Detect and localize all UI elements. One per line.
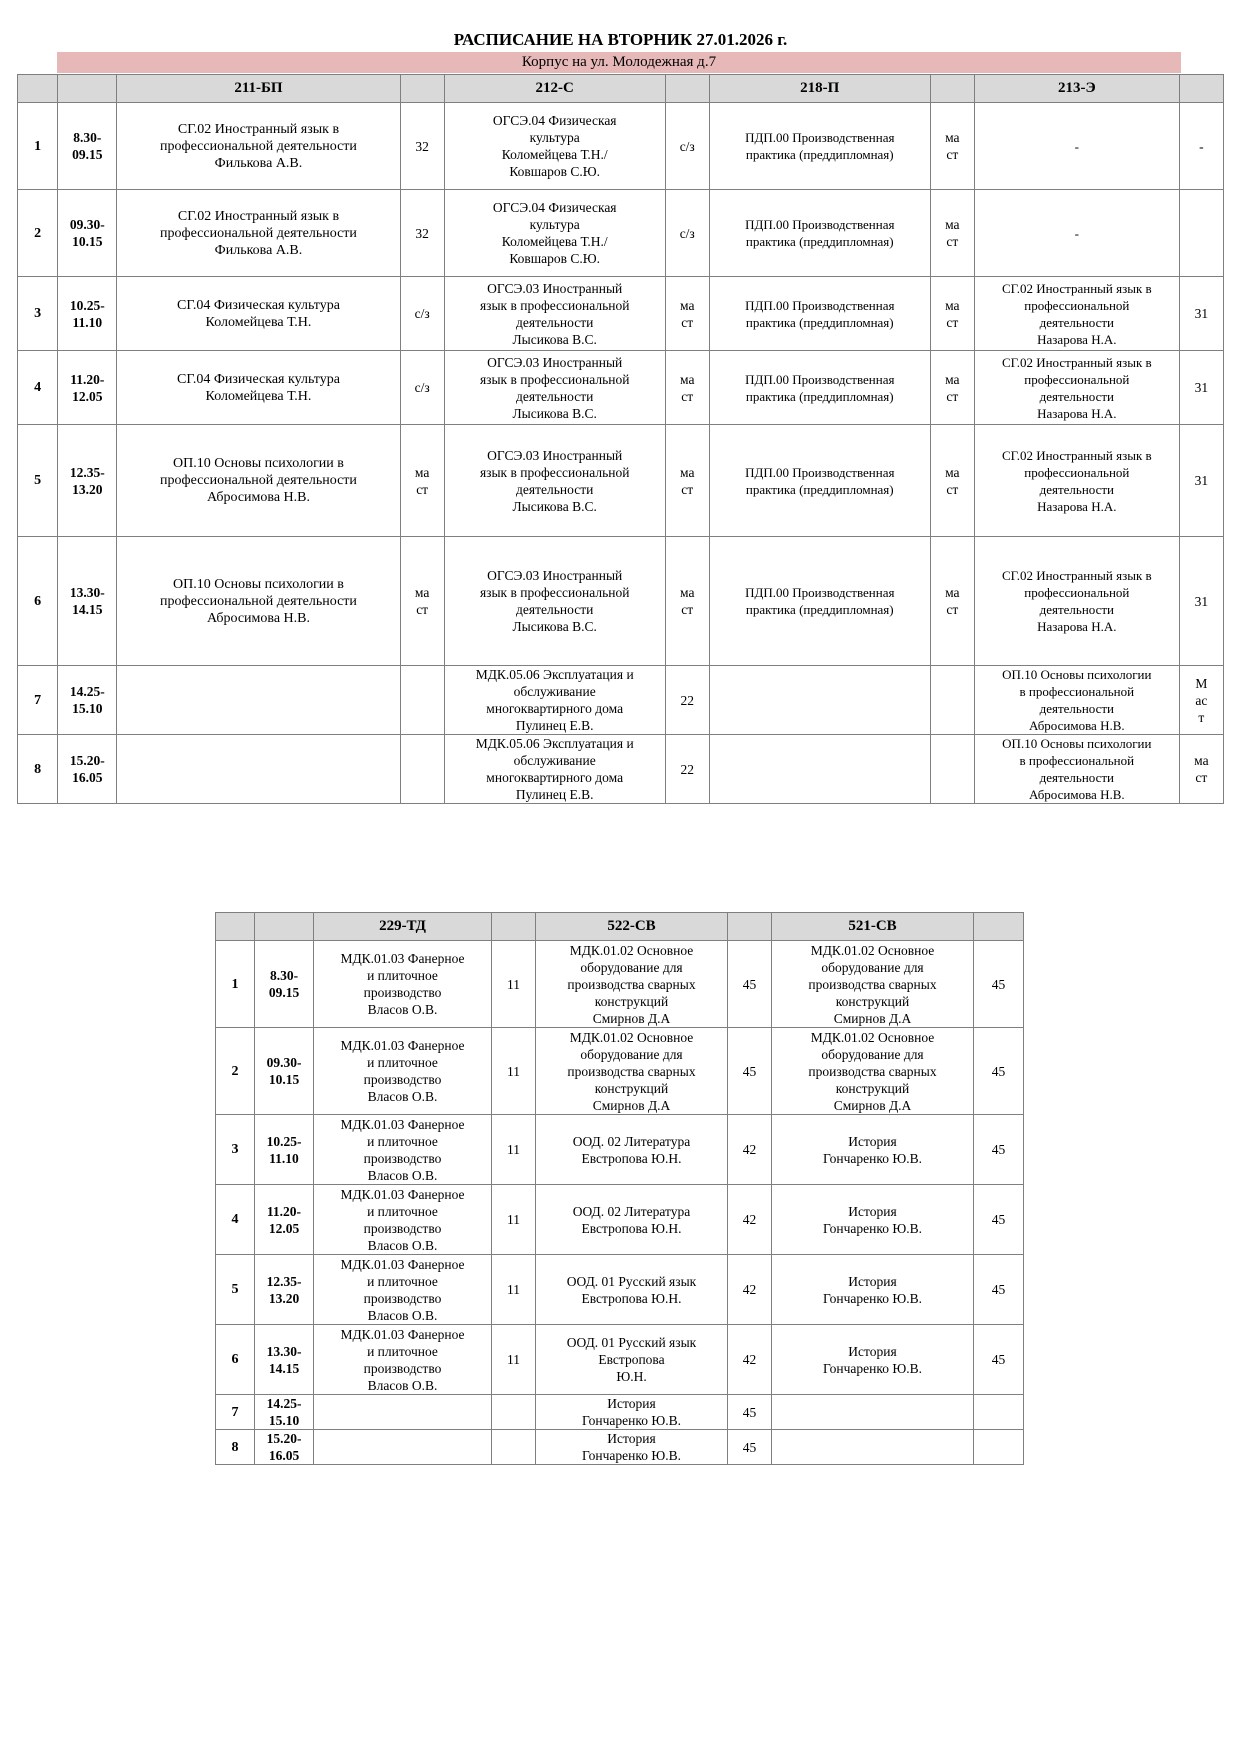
subject-cell: ОГСЭ.04 Физическая культура Коломейцева Т.Н./ Ковшаров С.Ю. xyxy=(444,190,665,277)
subject-cell: МДК.01.02 Основное оборудование для производства сварных конструкций Смирнов Д.А xyxy=(536,941,728,1028)
table-row xyxy=(216,1395,1024,1430)
room-cell: 31 xyxy=(1179,277,1223,351)
lesson-number: 5 xyxy=(216,1255,255,1325)
subject-cell: СГ.02 Иностранный язык в профессиональной деятельности Назарова Н.А. xyxy=(974,537,1179,666)
room-cell: 42 xyxy=(728,1185,772,1255)
group-header-521-СВ: 521-СВ xyxy=(772,913,974,941)
subject-cell: История Гончаренко Ю.В. xyxy=(772,1185,974,1255)
room-cell: ма ст xyxy=(665,277,709,351)
lesson-time: 12.35- 13.20 xyxy=(58,425,117,537)
room-cell xyxy=(400,735,444,804)
subject-cell: МДК.01.03 Фанерное и плиточное производство Власов О.В. xyxy=(314,1325,492,1395)
subject-cell xyxy=(314,1395,492,1430)
room-cell: с/з xyxy=(665,190,709,277)
group-header-212-С: 212-С xyxy=(444,75,665,103)
lesson-time: 15.20- 16.05 xyxy=(255,1430,314,1465)
room-cell: 45 xyxy=(974,941,1024,1028)
subject-cell: СГ.02 Иностранный язык в профессиональной деятельности Назарова Н.А. xyxy=(974,351,1179,425)
lesson-number: 5 xyxy=(18,425,58,537)
subject-cell: ОП.10 Основы психологии в профессиональной деятельности Абросимова Н.В. xyxy=(974,735,1179,804)
room-cell: 31 xyxy=(1179,351,1223,425)
table-row xyxy=(216,1185,1024,1255)
header-num-cell xyxy=(18,75,58,103)
room-cell xyxy=(400,666,444,735)
table-row xyxy=(18,190,1224,277)
subject-cell xyxy=(709,735,930,804)
table-row xyxy=(216,1115,1024,1185)
header-num-cell xyxy=(216,913,255,941)
lesson-number: 8 xyxy=(18,735,58,804)
room-cell: 32 xyxy=(400,190,444,277)
room-cell: с/з xyxy=(400,277,444,351)
room-cell: 45 xyxy=(974,1185,1024,1255)
lesson-time: 14.25- 15.10 xyxy=(255,1395,314,1430)
lesson-time: 13.30- 14.15 xyxy=(58,537,117,666)
subject-cell: ПДП.00 Производственная практика (преддипломная) xyxy=(709,537,930,666)
room-cell: 11 xyxy=(492,941,536,1028)
room-cell: 42 xyxy=(728,1255,772,1325)
room-cell: ма ст xyxy=(400,425,444,537)
subject-cell: ПДП.00 Производственная практика (преддипломная) xyxy=(709,425,930,537)
room-cell: с/з xyxy=(665,103,709,190)
header-row xyxy=(216,913,1024,941)
subject-cell: ОП.10 Основы психологии в профессиональной деятельности Абросимова Н.В. xyxy=(117,425,400,537)
lesson-number: 8 xyxy=(216,1430,255,1465)
table-row xyxy=(18,103,1224,190)
room-header-cell xyxy=(728,913,772,941)
lesson-time: 09.30- 10.15 xyxy=(58,190,117,277)
lesson-time: 8.30- 09.15 xyxy=(58,103,117,190)
room-header-cell xyxy=(400,75,444,103)
subject-cell: СГ.02 Иностранный язык в профессиональной деятельности Назарова Н.А. xyxy=(974,425,1179,537)
subject-cell xyxy=(117,735,400,804)
room-cell: 45 xyxy=(974,1255,1024,1325)
room-cell: ма ст xyxy=(400,537,444,666)
header-time-cell xyxy=(58,75,117,103)
lesson-number: 6 xyxy=(216,1325,255,1395)
group-header-218-П: 218-П xyxy=(709,75,930,103)
subject-cell: ООД. 02 Литература Евстропова Ю.Н. xyxy=(536,1115,728,1185)
table-row xyxy=(216,941,1024,1028)
room-cell xyxy=(492,1430,536,1465)
room-cell: 45 xyxy=(974,1325,1024,1395)
subject-cell: СГ.02 Иностранный язык в профессиональной деятельности Филькова А.В. xyxy=(117,103,400,190)
subject-cell: МДК.01.02 Основное оборудование для производства сварных конструкций Смирнов Д.А xyxy=(772,941,974,1028)
table-row xyxy=(216,1430,1024,1465)
subject-cell: ОГСЭ.03 Иностранный язык в профессиональной деятельности Лысикова В.С. xyxy=(444,277,665,351)
subject-cell: МДК.01.03 Фанерное и плиточное производство Власов О.В. xyxy=(314,1115,492,1185)
lesson-number: 2 xyxy=(216,1028,255,1115)
lesson-number: 1 xyxy=(216,941,255,1028)
table-row xyxy=(18,735,1224,804)
subject-cell: СГ.04 Физическая культура Коломейцева Т.Н. xyxy=(117,277,400,351)
lesson-time: 11.20- 12.05 xyxy=(255,1185,314,1255)
subject-cell xyxy=(314,1430,492,1465)
subject-cell: История Гончаренко Ю.В. xyxy=(772,1115,974,1185)
group-header-211-БП: 211-БП xyxy=(117,75,400,103)
header-row xyxy=(18,75,1224,103)
room-cell: ма ст xyxy=(930,277,974,351)
table-row xyxy=(18,277,1224,351)
subject-cell: ОП.10 Основы психологии в профессиональной деятельности Абросимова Н.В. xyxy=(117,537,400,666)
subject-cell: ПДП.00 Производственная практика (преддипломная) xyxy=(709,277,930,351)
schedule-table-2 xyxy=(215,912,1024,1465)
table-row xyxy=(18,537,1224,666)
group-header-522-СВ: 522-СВ xyxy=(536,913,728,941)
room-cell: ма ст xyxy=(930,425,974,537)
room-cell: 11 xyxy=(492,1185,536,1255)
room-header-cell xyxy=(930,75,974,103)
room-cell xyxy=(492,1395,536,1430)
lesson-number: 3 xyxy=(216,1115,255,1185)
page-title: РАСПИСАНИЕ НА ВТОРНИК 27.01.2026 г. xyxy=(453,30,788,49)
room-cell: 42 xyxy=(728,1115,772,1185)
subject-cell: ООД. 02 Литература Евстропова Ю.Н. xyxy=(536,1185,728,1255)
room-cell: 31 xyxy=(1179,425,1223,537)
subject-cell: История Гончаренко Ю.В. xyxy=(536,1430,728,1465)
lesson-number: 7 xyxy=(216,1395,255,1430)
lesson-time: 13.30- 14.15 xyxy=(255,1325,314,1395)
room-cell: 22 xyxy=(665,735,709,804)
room-header-cell xyxy=(492,913,536,941)
room-cell: 11 xyxy=(492,1115,536,1185)
subject-cell: ПДП.00 Производственная практика (преддипломная) xyxy=(709,190,930,277)
room-cell: 45 xyxy=(974,1115,1024,1185)
subject-cell xyxy=(772,1430,974,1465)
lesson-number: 1 xyxy=(18,103,58,190)
lesson-time: 10.25- 11.10 xyxy=(255,1115,314,1185)
subject-cell xyxy=(709,666,930,735)
group-header-229-ТД: 229-ТД xyxy=(314,913,492,941)
room-cell: 22 xyxy=(665,666,709,735)
room-cell: 11 xyxy=(492,1325,536,1395)
lesson-number: 6 xyxy=(18,537,58,666)
subject-cell: ОГСЭ.03 Иностранный язык в профессиональной деятельности Лысикова В.С. xyxy=(444,425,665,537)
subject-cell: ПДП.00 Производственная практика (преддипломная) xyxy=(709,103,930,190)
room-cell: ма ст xyxy=(930,537,974,666)
room-cell: 45 xyxy=(728,1430,772,1465)
subject-cell: СГ.04 Физическая культура Коломейцева Т.Н. xyxy=(117,351,400,425)
schedule-table-1 xyxy=(17,74,1224,804)
subject-cell: МДК.01.03 Фанерное и плиточное производство Власов О.В. xyxy=(314,1028,492,1115)
table-row xyxy=(216,1028,1024,1115)
subject-cell: ОГСЭ.03 Иностранный язык в профессиональной деятельности Лысикова В.С. xyxy=(444,537,665,666)
room-cell: - xyxy=(1179,103,1223,190)
room-cell: ма ст xyxy=(665,425,709,537)
room-cell: ма ст xyxy=(930,351,974,425)
room-cell: 32 xyxy=(400,103,444,190)
table-row xyxy=(18,666,1224,735)
building-banner: Корпус на ул. Молодежная д.7 xyxy=(57,52,1181,73)
table-row xyxy=(18,425,1224,537)
table-row xyxy=(216,1255,1024,1325)
subject-cell xyxy=(772,1395,974,1430)
room-cell xyxy=(930,666,974,735)
room-cell: 45 xyxy=(974,1028,1024,1115)
lesson-number: 2 xyxy=(18,190,58,277)
room-cell: с/з xyxy=(400,351,444,425)
room-cell xyxy=(974,1430,1024,1465)
subject-cell: ОГСЭ.04 Физическая культура Коломейцева Т.Н./ Ковшаров С.Ю. xyxy=(444,103,665,190)
room-cell: ма ст xyxy=(930,190,974,277)
room-cell: ма ст xyxy=(665,351,709,425)
subject-cell: МДК.01.03 Фанерное и плиточное производство Власов О.В. xyxy=(314,1255,492,1325)
room-cell xyxy=(974,1395,1024,1430)
subject-cell: СГ.02 Иностранный язык в профессиональной деятельности Назарова Н.А. xyxy=(974,277,1179,351)
table-row xyxy=(216,1325,1024,1395)
lesson-time: 14.25- 15.10 xyxy=(58,666,117,735)
lesson-number: 3 xyxy=(18,277,58,351)
subject-cell: ОП.10 Основы психологии в профессиональной деятельности Абросимова Н.В. xyxy=(974,666,1179,735)
room-header-cell xyxy=(1179,75,1223,103)
subject-cell: МДК.01.03 Фанерное и плиточное производство Власов О.В. xyxy=(314,941,492,1028)
subject-cell: История Гончаренко Ю.В. xyxy=(536,1395,728,1430)
lesson-number: 4 xyxy=(18,351,58,425)
room-cell: 42 xyxy=(728,1325,772,1395)
lesson-time: 09.30- 10.15 xyxy=(255,1028,314,1115)
subject-cell: МДК.01.03 Фанерное и плиточное производство Власов О.В. xyxy=(314,1185,492,1255)
subject-cell: МДК.05.06 Эксплуатация и обслуживание многоквартирного дома Пулинец Е.В. xyxy=(444,666,665,735)
header-time-cell xyxy=(255,913,314,941)
room-cell: ма ст xyxy=(665,537,709,666)
lesson-time: 12.35- 13.20 xyxy=(255,1255,314,1325)
lesson-number: 7 xyxy=(18,666,58,735)
subject-cell: История Гончаренко Ю.В. xyxy=(772,1325,974,1395)
room-cell: 31 xyxy=(1179,537,1223,666)
lesson-time: 8.30- 09.15 xyxy=(255,941,314,1028)
room-cell: 11 xyxy=(492,1255,536,1325)
subject-cell: ОГСЭ.03 Иностранный язык в профессиональной деятельности Лысикова В.С. xyxy=(444,351,665,425)
room-cell xyxy=(930,735,974,804)
lesson-time: 11.20- 12.05 xyxy=(58,351,117,425)
subject-cell: МДК.01.02 Основное оборудование для производства сварных конструкций Смирнов Д.А xyxy=(536,1028,728,1115)
room-cell: 45 xyxy=(728,941,772,1028)
subject-cell: МДК.01.02 Основное оборудование для производства сварных конструкций Смирнов Д.А xyxy=(772,1028,974,1115)
room-header-cell xyxy=(665,75,709,103)
group-header-213-Э: 213-Э xyxy=(974,75,1179,103)
room-cell: 11 xyxy=(492,1028,536,1115)
subject-cell: ООД. 01 Русский язык Евстропова Ю.Н. xyxy=(536,1255,728,1325)
lesson-time: 10.25- 11.10 xyxy=(58,277,117,351)
room-cell: ма ст xyxy=(930,103,974,190)
subject-cell: МДК.05.06 Эксплуатация и обслуживание многоквартирного дома Пулинец Е.В. xyxy=(444,735,665,804)
room-cell: 45 xyxy=(728,1395,772,1430)
room-cell: ма ст xyxy=(1179,735,1223,804)
lesson-time: 15.20- 16.05 xyxy=(58,735,117,804)
subject-cell: СГ.02 Иностранный язык в профессиональной деятельности Филькова А.В. xyxy=(117,190,400,277)
subject-cell: ООД. 01 Русский язык Евстропова Ю.Н. xyxy=(536,1325,728,1395)
lesson-number: 4 xyxy=(216,1185,255,1255)
subject-cell: История Гончаренко Ю.В. xyxy=(772,1255,974,1325)
room-cell xyxy=(1179,190,1223,277)
subject-cell xyxy=(117,666,400,735)
subject-cell: ПДП.00 Производственная практика (преддипломная) xyxy=(709,351,930,425)
subject-cell: - xyxy=(974,103,1179,190)
room-cell: М ас т xyxy=(1179,666,1223,735)
table-row xyxy=(18,351,1224,425)
room-header-cell xyxy=(974,913,1024,941)
subject-cell: - xyxy=(974,190,1179,277)
room-cell: 45 xyxy=(728,1028,772,1115)
